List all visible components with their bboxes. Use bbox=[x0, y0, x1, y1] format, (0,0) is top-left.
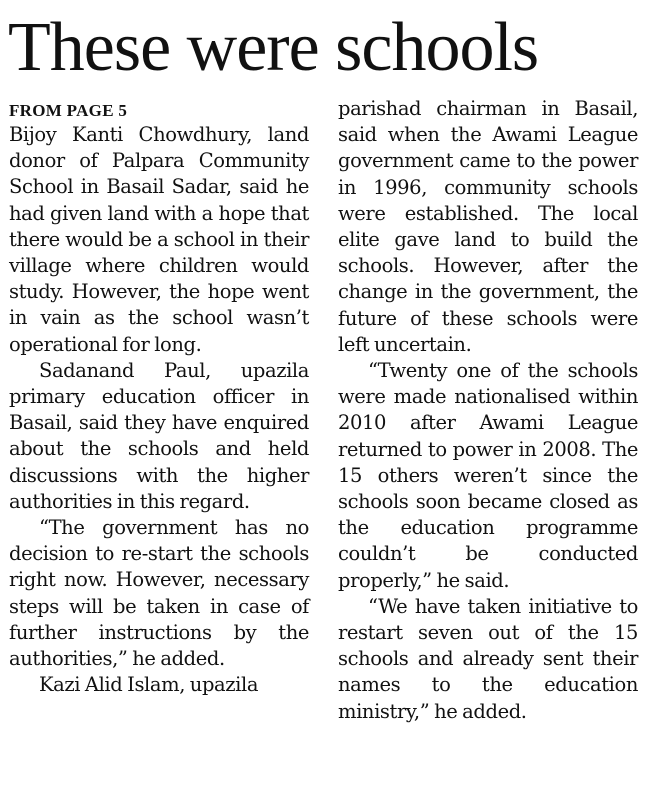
paragraph-land-donor: Bijoy Kanti Chowdhury, land donor of Palpara Community School in Basail Sadar, said he had given land with a hope that there would be a school in their village where children would study. However, the hope went in vain as the school wasn’t operational for long. bbox=[9, 123, 309, 356]
headline: These were schools bbox=[8, 9, 539, 86]
continuation-kicker: FROM PAGE 5 bbox=[9, 101, 128, 120]
paragraph-restart-quote: “We have taken initiative to restart seven out of the 15 schools and already sent their names to the education ministry,” he added. bbox=[338, 594, 638, 723]
paragraph-chairman-intro: Kazi Alid Islam, upazila bbox=[39, 673, 259, 697]
left-column bbox=[9, 100, 309, 698]
right-column bbox=[338, 96, 638, 725]
paragraph-government-quote: “The government has no decision to re-start the schools right now. However, necessary steps will be taken in case of further instructions by the authorities,” he added. bbox=[9, 516, 309, 671]
paragraph-chairman-statement: parishad chairman in Basail, said when the Awami League government came to the power in 1996, community schools were established. The local elite gave land to build the schools. However, after the change in the government, the future of these schools were left uncertain. bbox=[338, 97, 638, 356]
paragraph-nationalised-quote: “Twenty one of the schools were made nationalised within 2010 after Awami League returned to power in 2008. The 15 others weren’t since the schools soon became closed as the education programme couldn’t be conducted properly,” he said. bbox=[338, 359, 638, 592]
paragraph-education-officer: Sadanand Paul, upazila primary education officer in Basail, said they have enquired about the schools and held discussions with the higher authorities in this regard. bbox=[9, 358, 309, 513]
